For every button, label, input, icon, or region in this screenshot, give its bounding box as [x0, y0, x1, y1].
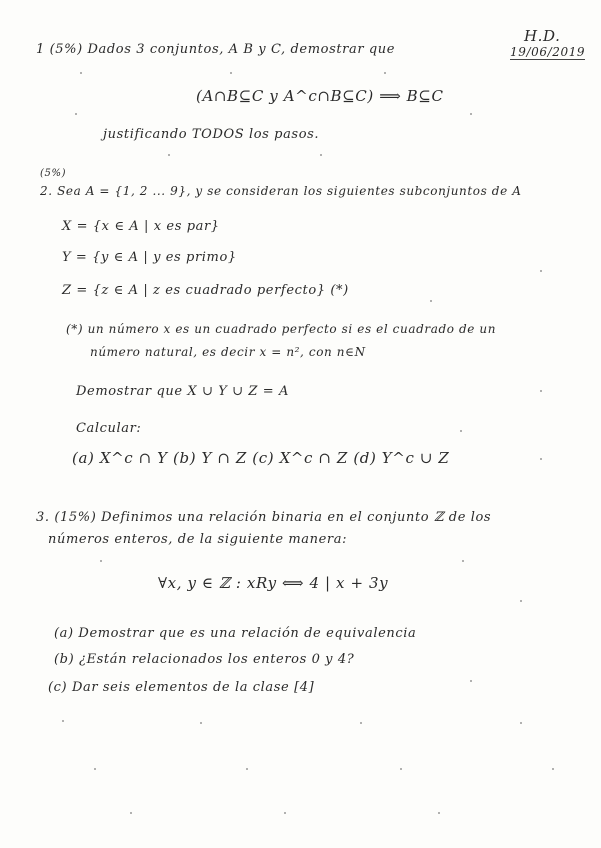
footnote-line-2: número natural, es decir x = n², con n∈N [90, 345, 366, 359]
paper-dot [230, 72, 232, 74]
paper-dot [520, 722, 522, 724]
paper-dot [540, 390, 542, 392]
calculate-label: Calcular: [76, 421, 142, 436]
problem1-statement: 1 (5%) Dados 3 conjuntos, A B y C, demostrar que [36, 42, 396, 57]
problem2-items: (a) X^c ∩ Y (b) Y ∩ Z (c) X^c ∩ Z (d) Y^c ∪ Z [72, 449, 450, 467]
paper-dot [540, 458, 542, 460]
paper-dot [540, 270, 542, 272]
problem1-instruction: justificando TODOS los pasos. [103, 127, 320, 142]
paper-dot [470, 113, 472, 115]
problem3-part-b: (b) ¿Están relacionados los enteros 0 y 4? [54, 652, 355, 667]
paper-dot [462, 560, 464, 562]
paper-dot [360, 722, 362, 724]
problem2-weight: (5%) [40, 168, 67, 179]
paper-dot [470, 680, 472, 682]
problem3-part-c: (c) Dar seis elementos de la clase [4] [48, 680, 315, 695]
problem3-statement-2: números enteros, de la siguiente manera: [48, 532, 348, 547]
paper-dot [130, 812, 132, 814]
paper-dot [430, 300, 432, 302]
paper-dot [100, 560, 102, 562]
paper-dot [75, 113, 77, 115]
set-y-definition: Y = {y ∈ A | y es primo} [62, 250, 237, 265]
paper-dot [384, 72, 386, 74]
paper-dot [62, 720, 64, 722]
paper-dot [400, 768, 402, 770]
paper-dot [552, 768, 554, 770]
initials: H.D. [524, 27, 561, 45]
problem3-formula: ∀x, y ∈ ℤ : xRy ⟺ 4 | x + 3y [158, 574, 389, 592]
set-z-definition: Z = {z ∈ A | z es cuadrado perfecto} (*) [62, 283, 349, 298]
problem2-intro: 2. Sea A = {1, 2 ... 9}, y se consideran los siguientes subconjuntos de A [40, 184, 522, 198]
footnote-line-1: (*) un número x es un cuadrado perfecto si es el cuadrado de un [66, 322, 497, 336]
date: 19/06/2019 [510, 45, 586, 59]
paper-dot [460, 430, 462, 432]
problem2-demonstration: Demostrar que X ∪ Y ∪ Z = A [76, 384, 289, 399]
paper-dot [438, 812, 440, 814]
set-x-definition: X = {x ∈ A | x es par} [62, 219, 220, 234]
paper-dot [200, 722, 202, 724]
paper-dot [80, 72, 82, 74]
problem3-part-a: (a) Demostrar que es una relación de equivalencia [54, 626, 417, 641]
paper-dot [284, 812, 286, 814]
paper-dot [94, 768, 96, 770]
problem1-formula: (A∩B⊆C y A^c∩B⊆C) ⟹ B⊆C [196, 87, 444, 105]
problem3-statement-1: 3. (15%) Definimos una relación binaria en el conjunto ℤ de los [36, 510, 492, 525]
paper-dot [320, 154, 322, 156]
paper-dot [520, 600, 522, 602]
paper-dot [168, 154, 170, 156]
paper-dot [246, 768, 248, 770]
